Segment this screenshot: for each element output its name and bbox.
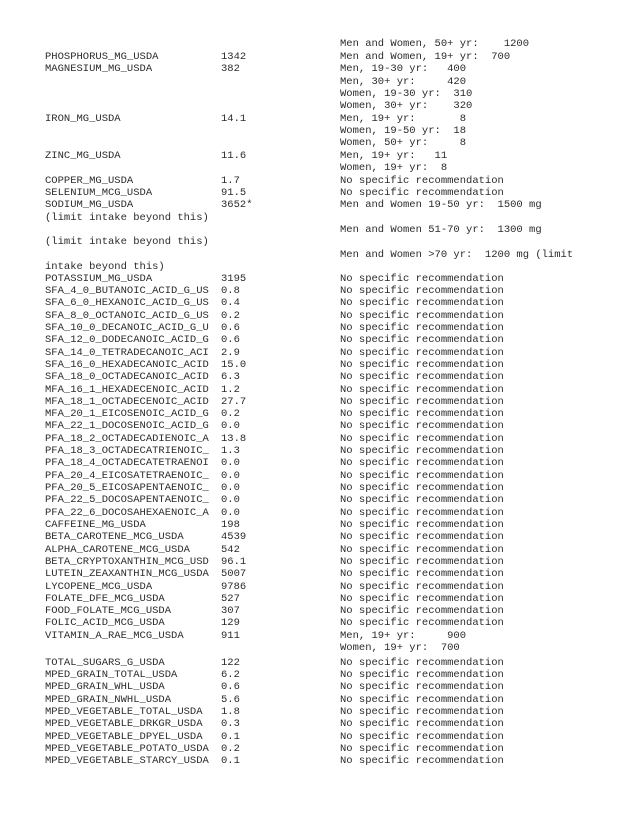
nutrient-value: 91.5	[221, 187, 247, 199]
nutrient-value: 5.6	[221, 694, 240, 706]
recommendation-text: No specific recommendation	[340, 593, 504, 605]
nutrient-name: MPED_VEGETABLE_TOTAL_USDA	[45, 706, 203, 718]
nutrient-name: TOTAL_SUGARS_G_USDA	[45, 657, 165, 669]
nutrient-value: 542	[221, 544, 240, 556]
nutrient-name: SODIUM_MG_USDA	[45, 199, 134, 211]
nutrient-value: 0.0	[221, 482, 240, 494]
nutrient-value: 0.2	[221, 310, 240, 322]
nutrient-name: SFA_14_0_TETRADECANOIC_ACI	[45, 347, 209, 359]
recommendation-text: No specific recommendation	[340, 718, 504, 730]
recommendation-text: No specific recommendation	[340, 568, 504, 580]
document-line	[0, 556, 638, 568]
recommendation-text: Men and Women, 50+ yr: 1200	[340, 38, 530, 50]
nutrient-value: 0.6	[221, 334, 240, 346]
nutrient-value: 0.6	[221, 322, 240, 334]
document-line	[0, 396, 638, 408]
nutrient-name: MAGNESIUM_MG_USDA	[45, 63, 153, 75]
document-line	[0, 755, 638, 767]
recommendation-text: No specific recommendation	[340, 669, 504, 681]
recommendation-text: No specific recommendation	[340, 334, 504, 346]
nutrient-name: ALPHA_CAROTENE_MCG_USDA	[45, 544, 190, 556]
nutrient-name: PFA_18_4_OCTADECATETRAENOI	[45, 457, 209, 469]
document-line	[0, 581, 638, 593]
nutrient-name: PFA_22_5_DOCOSAPENTAENOIC_	[45, 494, 209, 506]
nutrient-name: MFA_20_1_EICOSENOIC_ACID_G	[45, 408, 209, 420]
document-line	[0, 457, 638, 469]
document-line	[0, 261, 638, 273]
nutrient-value: 5007	[221, 568, 247, 580]
recommendation-text: Women, 19-30 yr: 310	[340, 88, 473, 100]
document-line	[0, 544, 638, 556]
recommendation-text: No specific recommendation	[340, 731, 504, 743]
nutrient-value: 13.8	[221, 433, 247, 445]
nutrient-value: 14.1	[221, 113, 247, 125]
nutrient-value: 6.3	[221, 371, 240, 383]
document-line	[0, 384, 638, 396]
nutrient-name: LYCOPENE_MCG_USDA	[45, 581, 153, 593]
document-line	[0, 371, 638, 383]
recommendation-text: No specific recommendation	[340, 556, 504, 568]
nutrient-value: 6.2	[221, 669, 240, 681]
document-line	[0, 162, 638, 174]
recommendation-text: No specific recommendation	[340, 297, 504, 309]
document-line	[0, 100, 638, 112]
document-line	[0, 199, 638, 211]
document-line	[0, 408, 638, 420]
nutrient-name: SFA_8_0_OCTANOIC_ACID_G_US	[45, 310, 209, 322]
nutrient-name: COPPER_MG_USDA	[45, 175, 134, 187]
nutrient-name: IRON_MG_USDA	[45, 113, 121, 125]
nutrient-name: SFA_4_0_BUTANOIC_ACID_G_US	[45, 285, 209, 297]
nutrient-name: PFA_18_3_OCTADECATRIENOIC_	[45, 445, 209, 457]
recommendation-text: No specific recommendation	[340, 494, 504, 506]
nutrient-value: 911	[221, 630, 240, 642]
document-line	[0, 175, 638, 187]
document-line	[0, 212, 638, 224]
document-line	[0, 113, 638, 125]
nutrient-name: SELENIUM_MCG_USDA	[45, 187, 153, 199]
nutrient-value: 11.6	[221, 150, 247, 162]
nutrient-value: 382	[221, 63, 240, 75]
nutrient-name: MPED_GRAIN_WHL_USDA	[45, 681, 165, 693]
recommendation-text: No specific recommendation	[340, 285, 504, 297]
document-line	[0, 334, 638, 346]
nutrient-value: 0.0	[221, 470, 240, 482]
document-line	[0, 642, 638, 654]
nutrient-name: CAFFEINE_MG_USDA	[45, 519, 146, 531]
recommendation-text: Women, 19+ yr: 8	[340, 162, 448, 174]
document-line	[0, 38, 638, 50]
nutrient-name: PFA_22_6_DOCOSAHEXAENOIC_A	[45, 507, 209, 519]
nutrient-value: 3652*	[221, 199, 253, 211]
document-line	[0, 482, 638, 494]
recommendation-text: No specific recommendation	[340, 396, 504, 408]
nutrient-value: 1.8	[221, 706, 240, 718]
nutrient-value: 307	[221, 605, 240, 617]
nutrient-name: BETA_CAROTENE_MCG_USDA	[45, 531, 184, 543]
recommendation-text: No specific recommendation	[340, 519, 504, 531]
nutrient-name: ZINC_MG_USDA	[45, 150, 121, 162]
nutrient-value: 0.0	[221, 457, 240, 469]
recommendation-text: No specific recommendation	[340, 433, 504, 445]
recommendation-text: Men and Women 51-70 yr: 1300 mg	[340, 224, 542, 236]
nutrient-value: 96.1	[221, 556, 247, 568]
nutrient-name: intake beyond this)	[45, 261, 165, 273]
document-line	[0, 137, 638, 149]
recommendation-text: No specific recommendation	[340, 470, 504, 482]
nutrient-name: MPED_VEGETABLE_STARCY_USDA	[45, 755, 209, 767]
document-line	[0, 531, 638, 543]
recommendation-text: Men and Women >70 yr: 1200 mg (limit	[340, 249, 574, 261]
nutrient-name: SFA_6_0_HEXANOIC_ACID_G_US	[45, 297, 209, 309]
recommendation-text: No specific recommendation	[340, 445, 504, 457]
recommendation-text: Women, 19-50 yr: 18	[340, 125, 467, 137]
recommendation-text: Men and Women 19-50 yr: 1500 mg	[340, 199, 542, 211]
document-line	[0, 694, 638, 706]
recommendation-text: No specific recommendation	[340, 657, 504, 669]
nutrient-name: (limit intake beyond this)	[45, 212, 209, 224]
document-line	[0, 236, 638, 248]
recommendation-text: No specific recommendation	[340, 482, 504, 494]
nutrient-name: PFA_18_2_OCTADECADIENOIC_A	[45, 433, 209, 445]
document-line	[0, 285, 638, 297]
nutrient-name: LUTEIN_ZEAXANTHIN_MCG_USDA	[45, 568, 209, 580]
document-line	[0, 657, 638, 669]
recommendation-text: Men, 19+ yr: 11	[340, 150, 448, 162]
nutrient-name: MFA_16_1_HEXADECENOIC_ACID	[45, 384, 209, 396]
nutrient-value: 0.0	[221, 507, 240, 519]
document-line	[0, 681, 638, 693]
document-line	[0, 718, 638, 730]
nutrient-value: 0.2	[221, 743, 240, 755]
recommendation-text: No specific recommendation	[340, 187, 504, 199]
recommendation-text: Men, 19-30 yr: 400	[340, 63, 467, 75]
document-line	[0, 297, 638, 309]
document-line	[0, 605, 638, 617]
recommendation-text: No specific recommendation	[340, 581, 504, 593]
nutrient-value: 122	[221, 657, 240, 669]
nutrient-name: MFA_22_1_DOCOSENOIC_ACID_G	[45, 420, 209, 432]
nutrient-value: 0.3	[221, 718, 240, 730]
recommendation-text: No specific recommendation	[340, 359, 504, 371]
nutrient-value: 527	[221, 593, 240, 605]
nutrient-name: BETA_CRYPTOXANTHIN_MCG_USD	[45, 556, 209, 568]
document-line	[0, 310, 638, 322]
recommendation-text: No specific recommendation	[340, 531, 504, 543]
document-line	[0, 420, 638, 432]
recommendation-text: No specific recommendation	[340, 310, 504, 322]
document-line	[0, 706, 638, 718]
nutrient-value: 4539	[221, 531, 247, 543]
recommendation-text: No specific recommendation	[340, 420, 504, 432]
nutrient-name: MFA_18_1_OCTADECENOIC_ACID	[45, 396, 209, 408]
recommendation-text: No specific recommendation	[340, 457, 504, 469]
nutrient-value: 0.1	[221, 755, 240, 767]
recommendation-text: No specific recommendation	[340, 694, 504, 706]
recommendation-text: Men, 19+ yr: 8	[340, 113, 467, 125]
document-line	[0, 519, 638, 531]
nutrient-value: 15.0	[221, 359, 247, 371]
nutrient-name: PFA_20_5_EICOSAPENTAENOIC_	[45, 482, 209, 494]
nutrient-name: SFA_12_0_DODECANOIC_ACID_G	[45, 334, 209, 346]
nutrient-value: 198	[221, 519, 240, 531]
nutrient-value: 2.9	[221, 347, 240, 359]
recommendation-text: No specific recommendation	[340, 408, 504, 420]
document-line	[0, 224, 638, 236]
document-line	[0, 568, 638, 580]
nutrient-value: 0.0	[221, 420, 240, 432]
nutrient-value: 27.7	[221, 396, 247, 408]
recommendation-text: No specific recommendation	[340, 681, 504, 693]
nutrient-value: 0.0	[221, 494, 240, 506]
recommendation-text: No specific recommendation	[340, 743, 504, 755]
nutrient-value: 1.2	[221, 384, 240, 396]
document-line	[0, 743, 638, 755]
recommendation-text: No specific recommendation	[340, 605, 504, 617]
nutrient-name: FOOD_FOLATE_MCG_USDA	[45, 605, 172, 617]
recommendation-text: No specific recommendation	[340, 371, 504, 383]
nutrient-name: SFA_16_0_HEXADECANOIC_ACID	[45, 359, 209, 371]
recommendation-text: No specific recommendation	[340, 706, 504, 718]
nutrient-name: POTASSIUM_MG_USDA	[45, 273, 153, 285]
recommendation-text: No specific recommendation	[340, 175, 504, 187]
document-line	[0, 359, 638, 371]
document-line	[0, 445, 638, 457]
nutrient-value: 0.6	[221, 681, 240, 693]
recommendation-text: No specific recommendation	[340, 507, 504, 519]
document-line	[0, 76, 638, 88]
nutrient-name: (limit intake beyond this)	[45, 236, 209, 248]
nutrient-name: VITAMIN_A_RAE_MCG_USDA	[45, 630, 184, 642]
nutrient-name: FOLIC_ACID_MCG_USDA	[45, 617, 165, 629]
document-line	[0, 433, 638, 445]
nutrient-value: 9786	[221, 581, 247, 593]
nutrient-name: MPED_VEGETABLE_DPYEL_USDA	[45, 731, 203, 743]
nutrient-name: FOLATE_DFE_MCG_USDA	[45, 593, 165, 605]
recommendation-text: Men, 30+ yr: 420	[340, 76, 467, 88]
recommendation-text: Women, 30+ yr: 320	[340, 100, 473, 112]
document-line	[0, 470, 638, 482]
document-line	[0, 249, 638, 261]
recommendation-text: Men and Women, 19+ yr: 700	[340, 51, 511, 63]
nutrient-value: 1342	[221, 51, 247, 63]
nutrient-value: 1.7	[221, 175, 240, 187]
document-line	[0, 322, 638, 334]
recommendation-text: No specific recommendation	[340, 617, 504, 629]
recommendation-text: No specific recommendation	[340, 322, 504, 334]
nutrient-name: MPED_VEGETABLE_DRKGR_USDA	[45, 718, 203, 730]
nutrient-name: SFA_10_0_DECANOIC_ACID_G_U	[45, 322, 209, 334]
nutrient-name: MPED_GRAIN_TOTAL_USDA	[45, 669, 178, 681]
document-line	[0, 347, 638, 359]
recommendation-text: No specific recommendation	[340, 273, 504, 285]
document-line	[0, 88, 638, 100]
document-line	[0, 187, 638, 199]
document-line	[0, 630, 638, 642]
nutrient-value: 3195	[221, 273, 247, 285]
nutrient-value: 129	[221, 617, 240, 629]
recommendation-text: No specific recommendation	[340, 755, 504, 767]
nutrient-name: PHOSPHORUS_MG_USDA	[45, 51, 159, 63]
nutrient-name: SFA_18_0_OCTADECANOIC_ACID	[45, 371, 209, 383]
nutrient-value: 0.8	[221, 285, 240, 297]
document-line	[0, 51, 638, 63]
document-line	[0, 593, 638, 605]
recommendation-text: Women, 50+ yr: 8	[340, 137, 467, 149]
document-line	[0, 617, 638, 629]
document-line	[0, 669, 638, 681]
document-line	[0, 150, 638, 162]
nutrient-value: 0.2	[221, 408, 240, 420]
nutrient-name: MPED_GRAIN_NWHL_USDA	[45, 694, 172, 706]
document-line	[0, 731, 638, 743]
recommendation-text: No specific recommendation	[340, 347, 504, 359]
nutrient-name: PFA_20_4_EICOSATETRAENOIC_	[45, 470, 209, 482]
document-line	[0, 63, 638, 75]
recommendation-text: No specific recommendation	[340, 384, 504, 396]
recommendation-text: Men, 19+ yr: 900	[340, 630, 467, 642]
recommendation-text: Women, 19+ yr: 700	[340, 642, 460, 654]
nutrient-value: 0.1	[221, 731, 240, 743]
nutrient-value: 0.4	[221, 297, 240, 309]
nutrient-name: MPED_VEGETABLE_POTATO_USDA	[45, 743, 209, 755]
nutrient-value: 1.3	[221, 445, 240, 457]
document-line	[0, 494, 638, 506]
document-line	[0, 273, 638, 285]
document-line	[0, 507, 638, 519]
document-line	[0, 125, 638, 137]
recommendation-text: No specific recommendation	[340, 544, 504, 556]
